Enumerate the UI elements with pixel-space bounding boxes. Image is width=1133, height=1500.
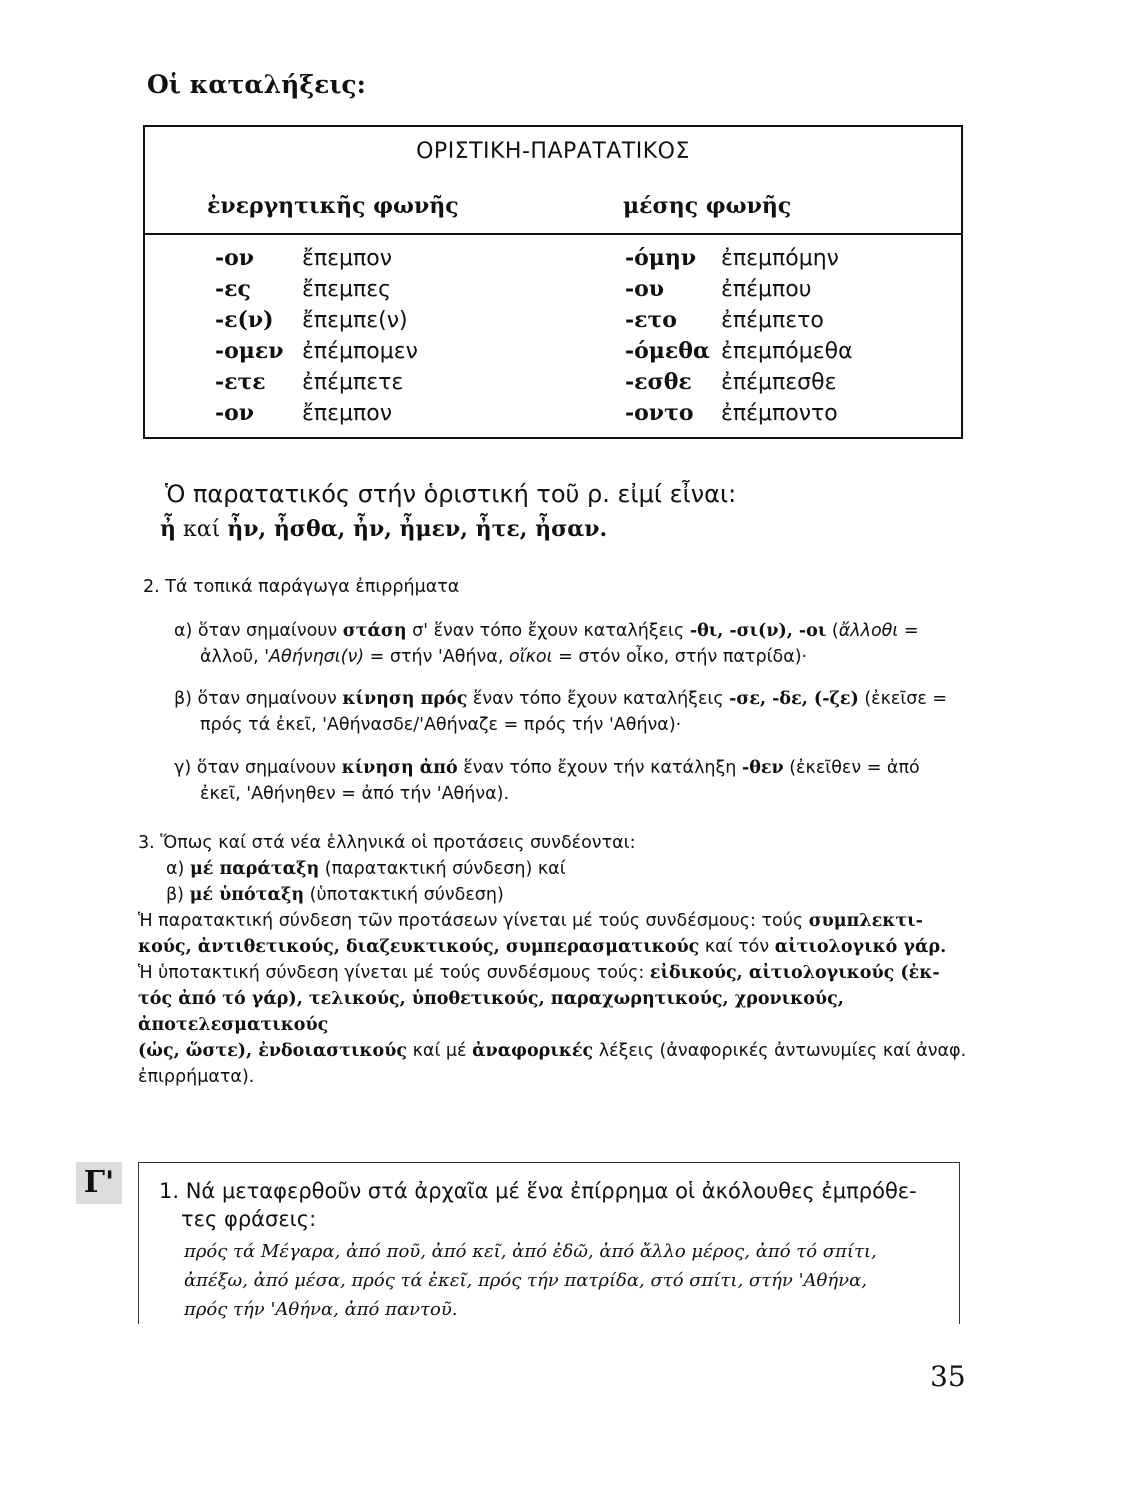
conjugation-table	[143, 125, 963, 439]
table-row	[145, 367, 961, 398]
table-row	[145, 274, 961, 305]
imperfect-form-first: ἦ	[160, 516, 176, 542]
bold-term: στάση	[342, 621, 407, 641]
bold-term: (ὡς, ὥστε), ἐνδοιαστικούς	[138, 1041, 408, 1061]
middle-ending: -εσθε	[625, 369, 692, 395]
italic-term: ἄλλοθι	[838, 621, 899, 641]
text-span: β)	[166, 885, 190, 905]
section-title: Οἱ καταλήξεις:	[147, 70, 366, 99]
middle-ending: -όμην	[625, 245, 697, 271]
bold-term: -θι, -σι(ν), -οι	[689, 621, 827, 641]
bold-term: κίνηση πρός	[342, 689, 468, 709]
hypotactic-line-4: ἐπιρρήματα).	[138, 1067, 255, 1087]
bold-term: αἰτιολογικό γάρ.	[774, 937, 947, 957]
bold-term: κίνηση ἀπό	[341, 758, 458, 778]
text-span: (ὑποτακτική σύνδεση)	[304, 885, 504, 905]
active-form: ἔπεμπον	[302, 246, 393, 271]
active-voice-header: ἐνεργητικῆς φωνῆς	[207, 193, 459, 219]
italic-term: 'Αθήνησι(ν)	[264, 647, 365, 667]
bold-term: τός ἀπό τό γάρ), τελικούς, ὑποθετικούς, παραχωρητικούς, χρονικούς, ἀποτελεσματικούς	[138, 989, 844, 1035]
imperfect-statement: Ὁ παρατατικός στήν ὁριστική τοῦ ρ. εἰμί εἶναι:	[165, 480, 737, 508]
table-row	[145, 243, 961, 274]
section-2-item-a	[174, 618, 974, 670]
active-form: ἔπεμπες	[302, 277, 392, 302]
item-a-line-1	[174, 618, 974, 644]
item-b-line-1	[174, 686, 974, 712]
text-span: α) ὅταν σημαίνουν	[174, 621, 343, 641]
hypotactic-paragraph	[138, 960, 968, 1090]
hypotactic-line-2	[138, 986, 968, 1038]
bold-term: μέ ὑπόταξη	[189, 885, 305, 905]
exercise-instruction	[159, 1177, 949, 1233]
bold-term: -σε, -δε, (-ζε)	[729, 689, 859, 709]
active-form: ἐπέμπομεν	[302, 339, 418, 364]
text-span: καί τόν	[699, 937, 775, 957]
active-ending: -ες	[215, 276, 251, 302]
text-span: = στόν οἶκο, στήν πατρίδα)·	[552, 647, 808, 667]
exercise-phrases	[184, 1237, 954, 1324]
instruction-line-2: τες φράσεις:	[181, 1207, 317, 1231]
table-title: ΟΡΙΣΤΙΚΗ-ΠΑΡΑΤΑΤΙΚΟΣ	[416, 139, 690, 164]
section-3-item-a	[138, 856, 968, 882]
text-span: ἕναν τόπο ἔχουν καταλήξεις	[467, 689, 730, 709]
active-form: ἔπεμπον	[302, 401, 393, 426]
text-span: = στήν 'Αθήνα,	[364, 647, 509, 667]
section-2-item-b	[174, 686, 974, 738]
phrases-line-2: ἀπέξω, ἀπό μέσα, πρός τά ἐκεῖ, πρός τήν πατρίδα, στό σπίτι, στήν 'Αθήνα,	[184, 1270, 867, 1291]
page-number: 35	[930, 1360, 966, 1393]
middle-form: ἐπεμπόμεθα	[721, 339, 853, 364]
imperfect-form-list: ἦν, ἦσθα, ἦν, ἦμεν, ἦτε, ἦσαν.	[227, 516, 608, 542]
middle-form: ἐπέμπου	[721, 277, 812, 302]
exercise-box	[138, 1162, 960, 1324]
bold-term: κούς, ἀντιθετικούς, διαζευκτικούς, συμπερασματικούς	[138, 937, 700, 957]
paratactic-line-1	[138, 908, 968, 934]
text-span: Ἡ ὑποτακτική σύνδεση γίνεται μέ τούς συνδέσμους τούς:	[138, 963, 650, 983]
text-span: Ἡ παρατακτική σύνδεση τῶν προτάσεων γίνεται μέ τούς συνδέσμους: τούς	[138, 911, 809, 931]
middle-form: ἐπέμποντο	[721, 401, 838, 426]
active-ending: -ον	[215, 245, 255, 271]
section-3-heading: 3. Ὅπως καί στά νέα ἑλληνικά οἱ προτάσεις συνδέονται:	[138, 833, 636, 853]
middle-form: ἐπεμπόμην	[721, 246, 839, 271]
text-span: (ἐκεῖθεν = ἀπό	[783, 758, 920, 778]
paratactic-line-2	[138, 934, 968, 960]
active-form: ἔπεμπε(ν)	[302, 308, 408, 333]
middle-form: ἐπέμπετο	[721, 308, 824, 333]
middle-ending: -ετο	[625, 307, 677, 333]
middle-voice-header: μέσης φωνῆς	[623, 193, 792, 219]
text-span: καί μέ	[407, 1041, 473, 1061]
header-divider	[145, 233, 961, 235]
imperfect-conjunction: καί	[183, 517, 221, 542]
text-span: ἀλλοῦ,	[200, 647, 265, 667]
hypotactic-line-3	[138, 1038, 968, 1064]
section-3-item-b	[138, 882, 968, 908]
bold-term: ἀναφορικές	[472, 1041, 594, 1061]
instruction-line-1: 1. Νά μεταφερθοῦν στά ἀρχαῖα μέ ἕνα ἐπίρρημα οἱ ἀκόλουθες ἐμπρόθε-	[159, 1179, 917, 1203]
active-ending: -ετε	[215, 369, 266, 395]
item-b-line-2: πρός τά ἐκεῖ, 'Αθήνασδε/'Αθήναζε = πρός τήν 'Αθήνα)·	[200, 715, 682, 735]
active-ending: -ε(ν)	[215, 307, 274, 333]
text-span: λέξεις (ἀναφορικές ἀντωνυμίες καί ἀναφ.	[593, 1041, 967, 1061]
middle-form: ἐπέμπεσθε	[721, 370, 837, 395]
middle-ending: -ου	[625, 276, 665, 302]
bold-term: συμπλεκτι-	[808, 911, 923, 931]
text-span: (παρατακτική σύνδεση) καί	[319, 859, 566, 879]
table-row	[145, 305, 961, 336]
middle-ending: -οντο	[625, 400, 694, 426]
text-span: (	[826, 621, 839, 641]
italic-term: οἴκοι	[508, 647, 553, 667]
text-span: σ' ἕναν τόπο ἔχουν καταλήξεις	[406, 621, 690, 641]
table-row	[145, 336, 961, 367]
active-form: ἐπέμπετε	[302, 370, 404, 395]
active-ending: -ον	[215, 400, 255, 426]
active-ending: -ομεν	[215, 338, 284, 364]
text-span: β) ὅταν σημαίνουν	[174, 689, 343, 709]
bold-term: εἰδικούς, αἰτιολογικούς (ἐκ-	[649, 963, 940, 983]
item-c-line-1	[174, 755, 974, 781]
section-2-item-c	[174, 755, 974, 807]
phrases-line-1: πρός τά Μέγαρα, ἀπό ποῦ, ἀπό κεῖ, ἀπό ἐδῶ, ἀπό ἄλλο μέρος, ἀπό τό σπίτι,	[184, 1241, 877, 1262]
middle-ending: -όμεθα	[625, 338, 710, 364]
table-rows	[145, 243, 961, 429]
text-span: ἕναν τόπο ἔχουν τήν κατάληξη	[457, 758, 742, 778]
paratactic-paragraph	[138, 908, 968, 960]
section-2-heading: 2. Τά τοπικά παράγωγα ἐπιρρήματα	[143, 577, 460, 597]
bold-term: μέ παράταξη	[189, 859, 320, 879]
section-3	[138, 830, 968, 1090]
bold-term: -θεν	[741, 758, 784, 778]
phrases-line-3: πρός τήν 'Αθήνα, ἀπό παντοῦ.	[184, 1299, 458, 1320]
item-a-line-2	[174, 644, 974, 670]
text-span: =	[898, 621, 919, 641]
imperfect-forms	[160, 516, 607, 542]
text-span: (ἐκεῖσε =	[858, 689, 948, 709]
hypotactic-line-1	[138, 960, 968, 986]
exercise-section-label: Γ'	[76, 1162, 122, 1204]
text-span: γ) ὅταν σημαίνουν	[174, 758, 342, 778]
item-c-line-2: ἐκεῖ, 'Αθήνηθεν = ἀπό τήν 'Αθήνα).	[200, 784, 510, 804]
text-span: α)	[166, 859, 190, 879]
table-row	[145, 398, 961, 429]
